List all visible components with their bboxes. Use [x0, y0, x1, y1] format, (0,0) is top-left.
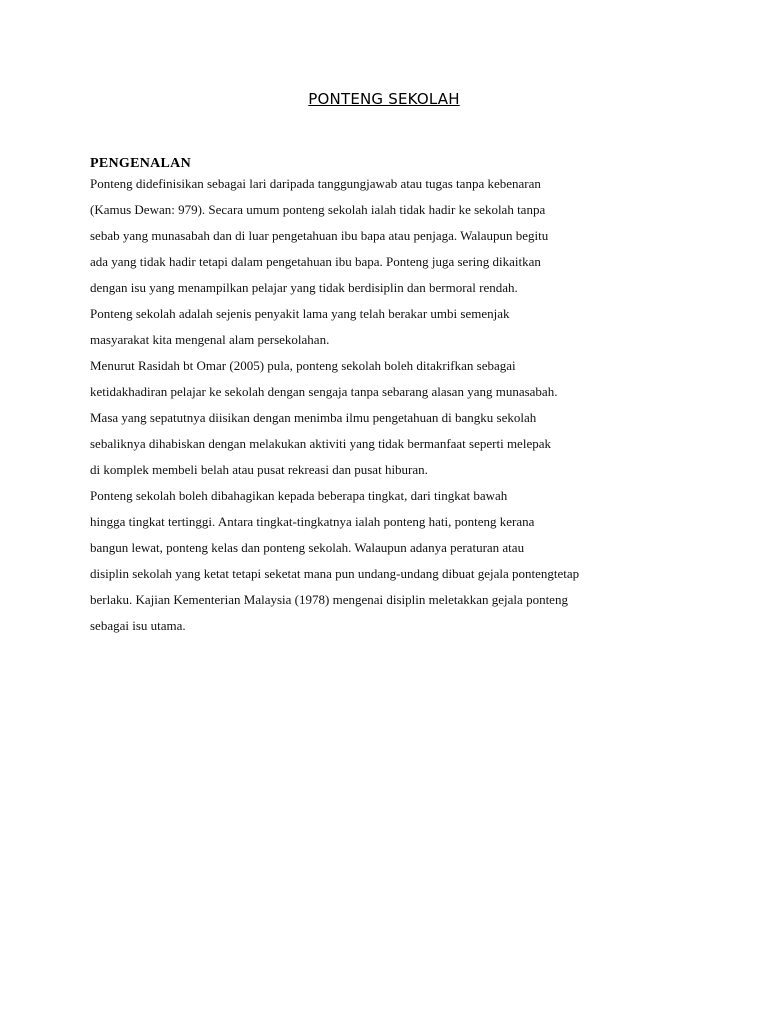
text-line: masyarakat kita mengenal alam persekolahan.	[90, 332, 330, 347]
text-line: hingga tingkat tertinggi. Antara tingkat-tingkatnya ialah ponteng hati, ponteng kerana	[90, 514, 535, 529]
text-line: Ponteng sekolah boleh dibahagikan kepada beberapa tingkat, dari tingkat bawah	[90, 488, 508, 503]
text-line: Ponteng sekolah adalah sejenis penyakit lama yang telah berakar umbi semenjak	[90, 306, 510, 321]
text-line: sebagai isu utama.	[90, 618, 186, 633]
text-line: dengan isu yang menampilkan pelajar yang tidak berdisiplin dan bermoral rendah.	[90, 280, 518, 295]
text-line: Menurut Rasidah bt Omar (2005) pula, ponteng sekolah boleh ditakrifkan sebagai	[90, 358, 516, 373]
text-line: Ponteng didefinisikan sebagai lari daripada tanggungjawab atau tugas tanpa kebenaran	[90, 176, 541, 191]
body-text	[90, 174, 710, 642]
document-title: PONTENG SEKOLAH	[308, 90, 460, 108]
text-line: ketidakhadiran pelajar ke sekolah dengan sengaja tanpa sebarang alasan yang munasabah.	[90, 384, 558, 399]
text-line: ada yang tidak hadir tetapi dalam pengetahuan ibu bapa. Ponteng juga sering dikaitkan	[90, 254, 541, 269]
section-heading: PENGENALAN	[90, 156, 192, 171]
text-line: (Kamus Dewan: 979). Secara umum ponteng sekolah ialah tidak hadir ke sekolah tanpa	[90, 202, 546, 217]
text-line: Masa yang sepatutnya diisikan dengan menimba ilmu pengetahuan di bangku sekolah	[90, 410, 537, 425]
text-line: sebaliknya dihabiskan dengan melakukan aktiviti yang tidak bermanfaat seperti melepak	[90, 436, 551, 451]
text-line: di komplek membeli belah atau pusat rekreasi dan pusat hiburan.	[90, 462, 428, 477]
text-line: bangun lewat, ponteng kelas dan ponteng sekolah. Walaupun adanya peraturan atau	[90, 540, 525, 555]
text-line: disiplin sekolah yang ketat tetapi seketat mana pun undang-undang dibuat gejala pontengtetap	[90, 566, 580, 581]
text-line: berlaku. Kajian Kementerian Malaysia (1978) mengenai disiplin meletakkan gejala ponteng	[90, 592, 568, 607]
text-line: sebab yang munasabah dan di luar pengetahuan ibu bapa atau penjaga. Walaupun begitu	[90, 228, 549, 243]
